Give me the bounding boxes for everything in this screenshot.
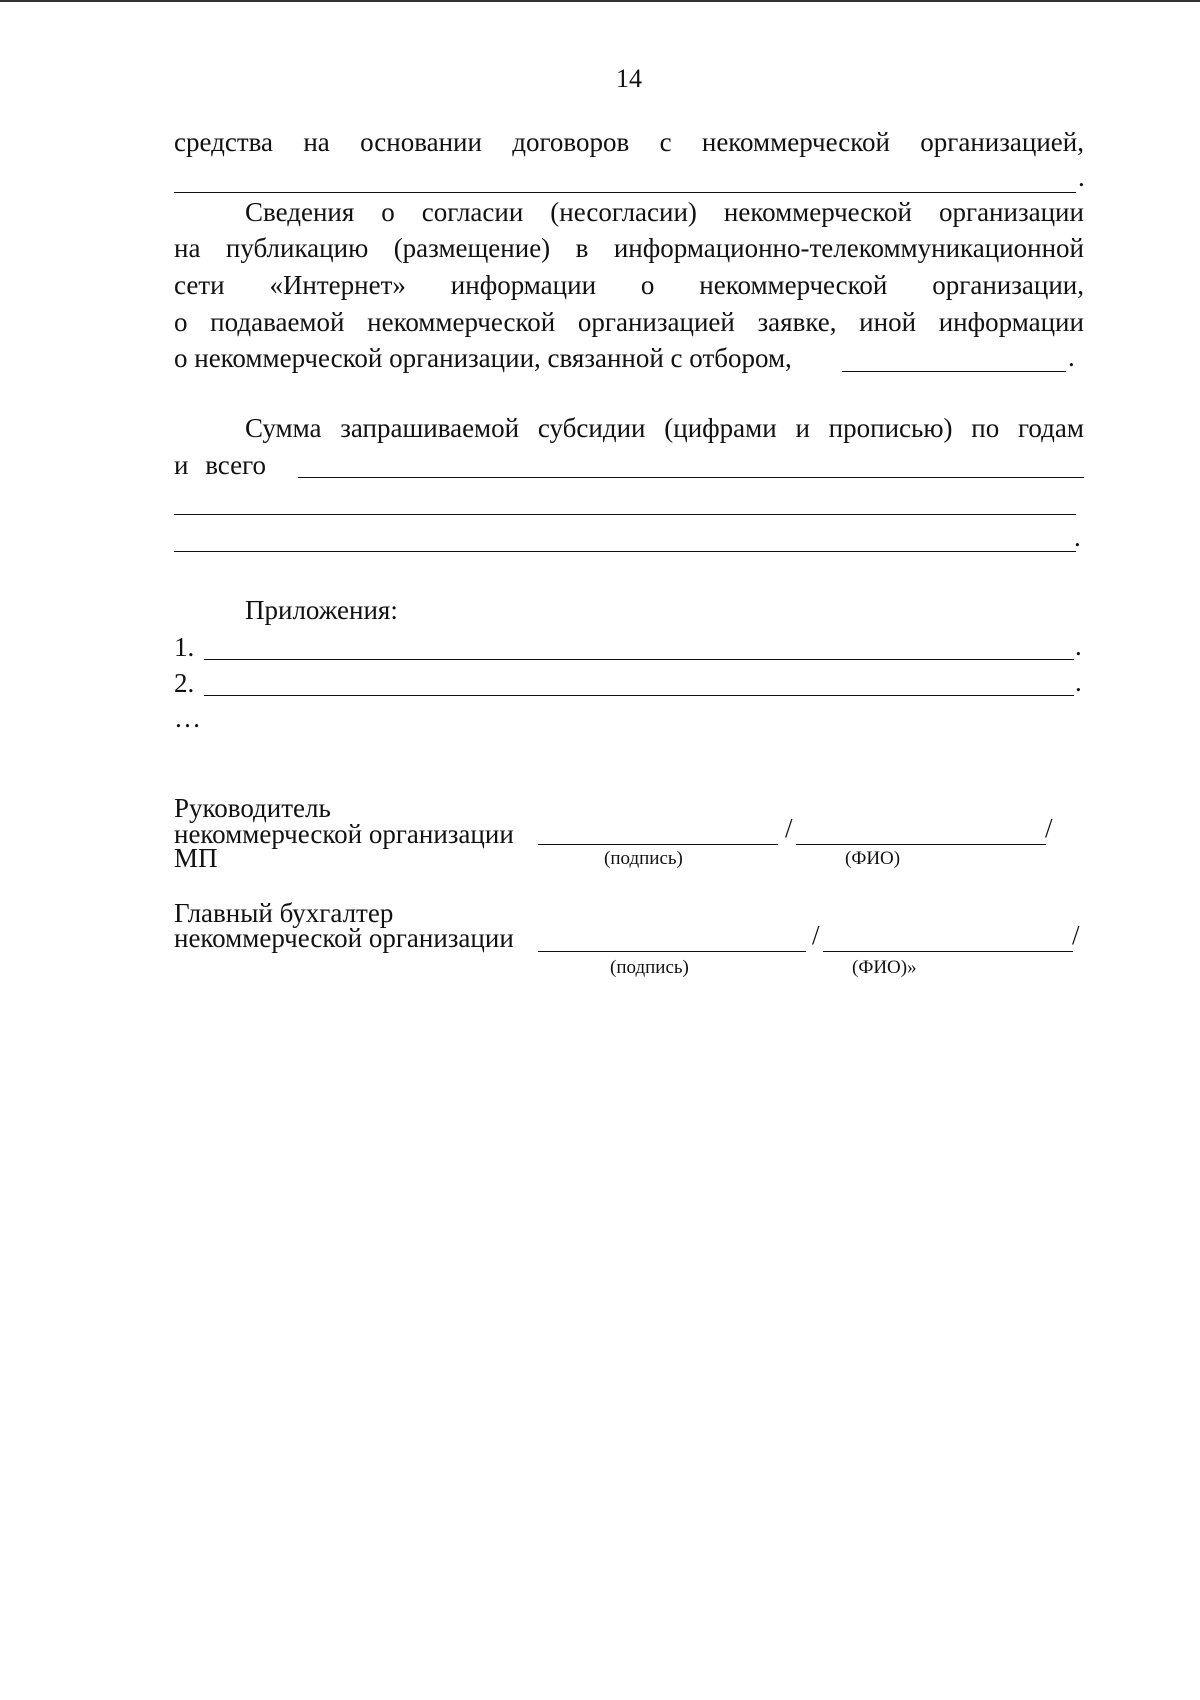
stamp-label: МП: [174, 843, 218, 873]
accountant-title-line-2: некоммерческой организации: [174, 923, 514, 953]
consent-blank[interactable]: [842, 371, 1066, 372]
word: подаваемой: [210, 307, 345, 337]
attachment-number-2: 2.: [174, 668, 195, 698]
consent-line-4: [174, 304, 1084, 340]
word: прописью): [828, 413, 953, 443]
consent-line-2: [174, 230, 1084, 266]
head-title-line-2: некоммерческой организации: [174, 819, 514, 849]
word: сети: [174, 270, 225, 300]
word: (несогласии): [550, 197, 697, 227]
attachments-ellipsis: …: [174, 703, 201, 733]
word: некоммерческой: [699, 270, 888, 300]
word: организацией,: [920, 127, 1084, 157]
accountant-title-line-1: Главный бухгалтер: [174, 898, 394, 928]
word: с: [659, 127, 672, 157]
consent-line-1: [245, 194, 1084, 230]
period: .: [1078, 162, 1085, 192]
word: средства: [174, 127, 274, 157]
head-title-line-1: Руководитель: [174, 793, 331, 823]
period: .: [1074, 522, 1081, 552]
subsidy-amount-blank-1[interactable]: [298, 477, 1084, 478]
word: субсидии: [537, 413, 646, 443]
period: .: [1068, 342, 1075, 372]
page-number: 14: [616, 64, 642, 93]
word: Сведения: [245, 197, 355, 227]
word: иной: [859, 307, 917, 337]
word: о: [381, 197, 395, 227]
word: в: [575, 233, 589, 263]
word: организацией: [577, 307, 735, 337]
word: заявке,: [757, 307, 837, 337]
word: организации,: [932, 270, 1084, 300]
period: .: [1075, 631, 1082, 661]
word: (цифрами: [664, 413, 777, 443]
word: согласии: [421, 197, 524, 227]
subsidy-amount-blank-3[interactable]: [174, 551, 1076, 552]
text-line-1: [174, 124, 1084, 160]
word: информации: [938, 307, 1084, 337]
attachments-heading: Приложения:: [245, 595, 398, 625]
word: информационно-телекоммуникационной: [613, 233, 1084, 263]
attachment-blank-1[interactable]: [204, 659, 1074, 660]
word: на: [174, 233, 201, 263]
word: некоммерческой: [367, 307, 556, 337]
word: о: [174, 307, 188, 337]
word: информации: [450, 270, 597, 300]
head-signature-blank[interactable]: [538, 844, 778, 845]
slash-separator: /: [1045, 813, 1053, 843]
signature-caption: (подпись): [604, 848, 683, 869]
subsidy-amount-blank-2[interactable]: [174, 514, 1076, 515]
org-funds-blank[interactable]: [174, 192, 1076, 193]
consent-line-5: о некоммерческой организации, связанной с отбором,: [174, 343, 792, 373]
accountant-signature-blank[interactable]: [538, 951, 806, 952]
consent-line-3: [174, 267, 1084, 303]
slash-separator: /: [1072, 920, 1080, 950]
subsidy-line-2: и всего: [174, 450, 266, 480]
word: (размещение): [393, 233, 551, 263]
subsidy-line-1: [245, 410, 1084, 446]
slash-separator: /: [785, 813, 793, 843]
period: .: [1075, 667, 1082, 697]
signature-caption: (подпись): [610, 957, 689, 978]
word: годам: [1018, 413, 1084, 443]
scan-top-edge: [0, 0, 1200, 2]
word: некоммерческой: [701, 127, 890, 157]
word: Сумма: [245, 413, 322, 443]
head-name-blank[interactable]: [796, 844, 1046, 845]
word: некоммерческой: [723, 197, 912, 227]
word: по: [971, 413, 1000, 443]
word: на: [303, 127, 330, 157]
word: и: [795, 413, 810, 443]
word: организации: [939, 197, 1084, 227]
accountant-name-blank[interactable]: [823, 951, 1073, 952]
name-caption: (ФИО)»: [852, 957, 917, 978]
word: основании: [360, 127, 482, 157]
word: о: [640, 270, 655, 300]
word: договоров: [512, 127, 630, 157]
name-caption: (ФИО): [845, 848, 901, 869]
word: публикацию: [225, 233, 369, 263]
word: запрашиваемой: [340, 413, 520, 443]
slash-separator: /: [812, 920, 820, 950]
attachment-number-1: 1.: [174, 632, 195, 662]
attachment-blank-2[interactable]: [204, 695, 1074, 696]
word: «Интернет»: [269, 270, 406, 300]
